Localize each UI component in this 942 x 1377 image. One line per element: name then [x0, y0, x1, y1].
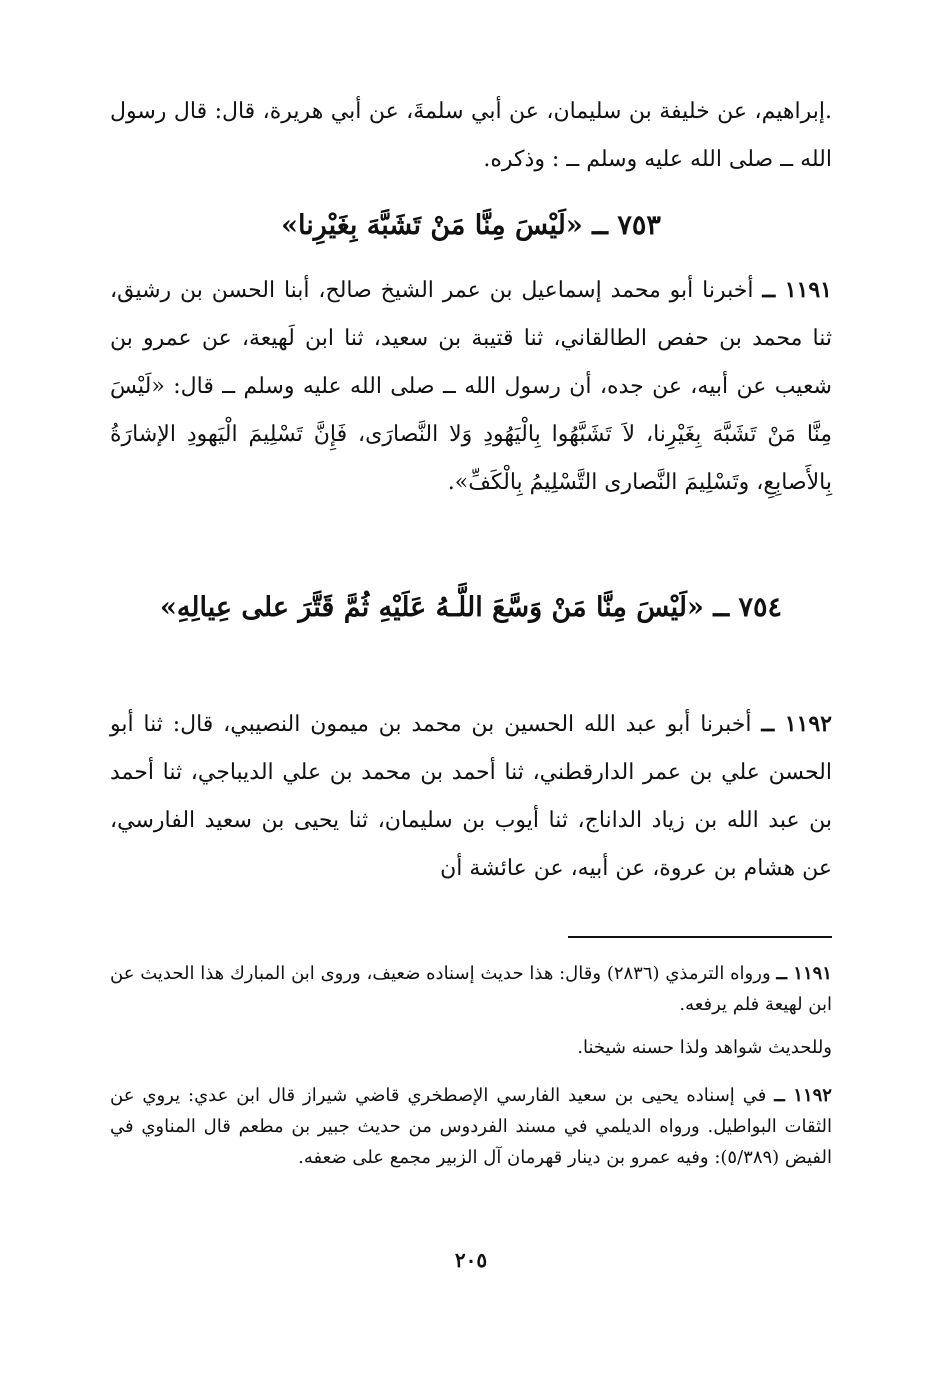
footnote-1191-line2: وللحديث شواهد ولذا حسنه شيخنا.	[577, 1037, 832, 1058]
hadith-1192-paragraph	[110, 700, 832, 893]
footnote-1191-line1: ورواه الترمذي (٢٨٣٦) وقال: هذا حديث إسناده ضعيف، وروى ابن المبارك هذا الحديث عن ابن لهيعة فلم يرفعه.	[110, 963, 832, 1015]
footnote-separator	[568, 936, 832, 938]
hadith-1191-number: ١١٩١ ــ	[762, 277, 832, 303]
footnote-1192-number: ١١٩٢ ــ	[774, 1085, 832, 1106]
hadith-1192-text: أخبرنا أبو عبد الله الحسين بن محمد بن ميمون النصيبي، قال: ثنا أبو الحسن علي بن عمر الدارقطني، ثنا أحمد بن محمد بن علي الديباجي، ثنا أحمد بن عبد الله بن زياد الداناج، ثنا أيوب بن سليمان، ثنا يحيى بن سعيد الفارسي، عن هشام بن عروة، عن أبيه، عن عائشة أن	[110, 712, 832, 881]
hadith-1192-number: ١١٩٢ ــ	[761, 711, 832, 737]
hadith-1191-text: أخبرنا أبو محمد إسماعيل بن عمر الشيخ صالح، أبنا الحسن بن رشيق، ثنا محمد بن حفص الطالقاني، ثنا قتيبة بن سعيد، ثنا ابن لَهيعة، عن عمرو بن شعيب عن أبيه، عن جده، أن رسول الله ــ صلى الله عليه وسلم ــ قال: «لَيْسَ مِنَّا مَنْ تَشَبَّهَ بِغَيْرِنا، لاَ تَشَبَّهُوا بِالْيَهُودِ وَلا النَّصارَى، فَإِنَّ تَسْلِيمَ الْيَهودِ الإشارَةُ بِالأَصابِعِ، وتَسْلِيمَ النَّصارى التَّسْلِيمُ بِالْكَفِّ».	[110, 278, 832, 495]
hadith-1191-paragraph	[110, 266, 832, 507]
intro-paragraph	[110, 88, 832, 184]
page-number: ٢٠٥	[454, 1248, 488, 1272]
footnote-1192	[110, 1080, 832, 1173]
chapter-753-heading: ٧٥٣ ــ «لَيْسَ مِنَّا مَنْ تَشَبَّهَ بِغَيْرِنا»	[281, 210, 661, 241]
footnote-1191-continuation	[110, 1032, 832, 1063]
footnote-1191-number: ١١٩١ ــ	[776, 963, 832, 984]
chapter-754-heading: ٧٥٤ ــ «لَيْسَ مِنَّا مَنْ وَسَّعَ اللَّـهُ عَلَيْهِ ثُمَّ قَتَّرَ على عِيالِهِ»	[159, 592, 783, 623]
footnote-1191	[110, 958, 832, 1020]
intro-text: .إبراهيم، عن خليفة بن سليمان، عن أبي سلمةَ، عن أبي هريرة، قال: قال رسول الله ــ صلى الله عليه وسلم ــ : وذكره.	[110, 99, 832, 172]
footnote-1192-text: في إسناده يحيى بن سعيد الفارسي الإصطخري قاضي شيراز قال ابن عدي: يروي عن الثقات البواطيل. ورواه الديلمي في مسند الفردوس من حديث جبير بن مطعم قال المناوي في الفيض (٥/٣٨٩): وفيه عمرو بن دينار قهرمان آل الزبير مجمع على ضعفه.	[110, 1085, 832, 1168]
